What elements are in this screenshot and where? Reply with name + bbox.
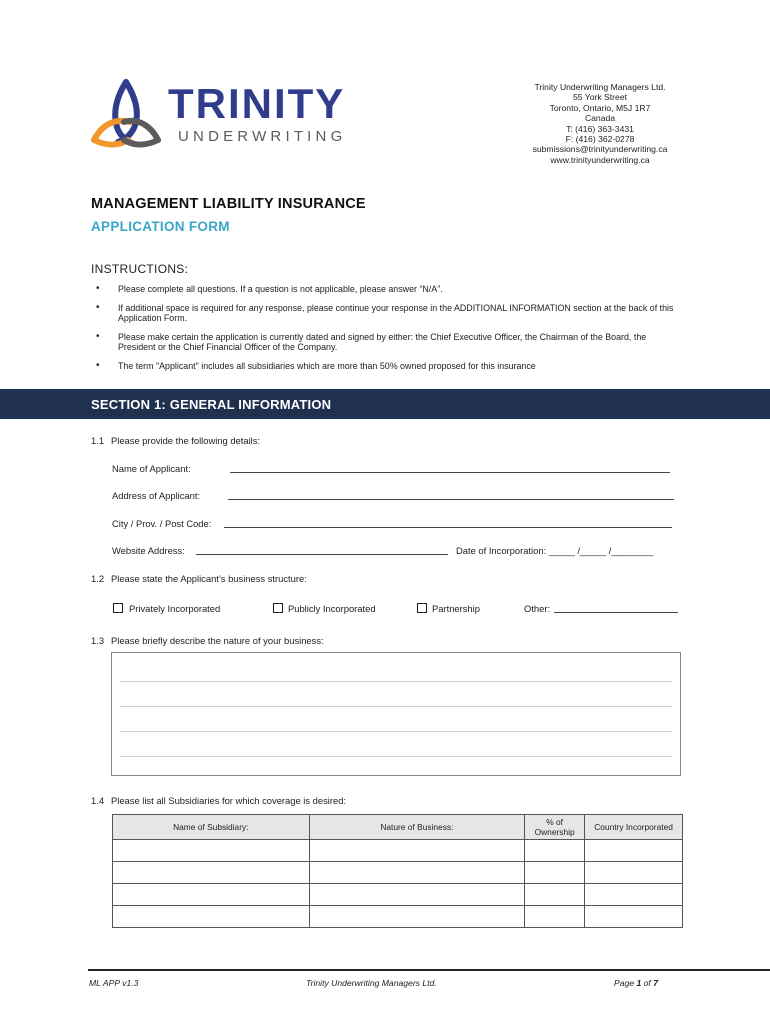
question-1-4 xyxy=(91,795,346,806)
writing-line xyxy=(120,706,672,707)
table-header-row xyxy=(113,815,683,840)
fax: F: (416) 362-0278 xyxy=(565,134,635,145)
partnership-checkbox[interactable] xyxy=(417,603,427,613)
other-structure-field[interactable] xyxy=(554,612,678,613)
website-address-field[interactable] xyxy=(196,554,448,555)
page-label: Page xyxy=(614,978,635,988)
table-row xyxy=(113,840,683,862)
city-line: Toronto, Ontario, M5J 1R7 xyxy=(549,102,651,113)
question-text: Please provide the following details: xyxy=(111,435,261,446)
privately-incorporated-label: Privately Incorporated xyxy=(129,603,221,614)
table-row xyxy=(113,862,683,884)
table-cell[interactable] xyxy=(309,906,525,928)
table-cell[interactable] xyxy=(113,906,310,928)
logo-wordmark-trinity: TRINITY xyxy=(168,80,346,127)
website-address-label: Website Address: xyxy=(112,545,185,556)
other-structure-label: Other: xyxy=(524,603,551,614)
table-cell[interactable] xyxy=(585,906,683,928)
table-cell[interactable] xyxy=(309,840,525,862)
table-row xyxy=(113,906,683,928)
business-description-textarea[interactable] xyxy=(111,652,681,776)
name-of-applicant-field[interactable] xyxy=(230,472,670,473)
writing-line xyxy=(120,681,672,682)
company-address-block xyxy=(520,82,680,165)
column-header-subsidiary-name: Name of Subsidiary: xyxy=(113,815,310,840)
instructions-heading: INSTRUCTIONS: xyxy=(91,262,189,276)
table-cell[interactable] xyxy=(113,884,310,906)
instructions-list xyxy=(96,284,676,379)
question-1-2 xyxy=(91,573,307,584)
footer-page-number xyxy=(614,978,658,988)
logo-wordmark-underwriting: UNDERWRITING xyxy=(178,128,347,145)
table-cell[interactable] xyxy=(309,862,525,884)
instruction-item: • Please complete all questions. If a question is not applicable, please answer “N/A”. xyxy=(96,284,676,295)
table-cell[interactable] xyxy=(525,906,585,928)
publicly-incorporated-checkbox[interactable] xyxy=(273,603,283,613)
writing-line xyxy=(120,731,672,732)
question-text: Please list all Subsidiaries for which coverage is desired: xyxy=(111,795,347,806)
trinity-knot-icon xyxy=(88,78,164,154)
question-number: 1.2 xyxy=(91,573,105,584)
email-link[interactable]: submissions@trinityunderwriting.ca xyxy=(532,144,668,155)
country: Canada xyxy=(584,113,616,124)
table-cell[interactable] xyxy=(525,862,585,884)
question-1-3 xyxy=(91,635,324,646)
page-of: of xyxy=(643,978,651,988)
section-title: SECTION 1: GENERAL INFORMATION xyxy=(91,397,332,412)
column-header-country: Country Incorporated xyxy=(585,815,683,840)
street-address: 55 York Street xyxy=(573,92,627,103)
table-cell[interactable] xyxy=(525,884,585,906)
date-of-incorporation-field[interactable]: _____ /_____ /________ xyxy=(548,545,654,556)
trinity-logo xyxy=(88,78,363,158)
instruction-item: • Please make certain the application is currently dated and signed by either: the Chief Executive Officer, the Chairman of the Board, the President or the Chief Financial Officer of the Company. xyxy=(96,332,676,353)
table-cell[interactable] xyxy=(113,862,310,884)
table-cell[interactable] xyxy=(585,884,683,906)
partnership-label: Partnership xyxy=(432,603,480,614)
address-of-applicant-field[interactable] xyxy=(228,499,674,500)
company-name: Trinity Underwriting Managers Ltd. xyxy=(534,82,666,92)
address-of-applicant-label: Address of Applicant: xyxy=(112,490,201,501)
question-1-1 xyxy=(91,435,260,446)
document-title: MANAGEMENT LIABILITY INSURANCE xyxy=(91,196,366,212)
table-cell[interactable] xyxy=(585,862,683,884)
footer-version: ML APP v1.3 xyxy=(89,978,139,988)
table-cell[interactable] xyxy=(309,884,525,906)
page-current: 1 xyxy=(636,978,642,988)
question-number: 1.3 xyxy=(91,635,105,646)
table-row xyxy=(113,884,683,906)
page-total: 7 xyxy=(653,978,658,988)
table-cell[interactable] xyxy=(113,840,310,862)
instruction-item: • The term "Applicant" includes all subsidiaries which are more than 50% owned proposed for this insurance xyxy=(96,361,676,372)
column-header-ownership: % of Ownership xyxy=(525,815,585,840)
question-text: Please briefly describe the nature of your business: xyxy=(111,635,324,646)
name-of-applicant-label: Name of Applicant: xyxy=(112,463,191,474)
question-number: 1.1 xyxy=(91,435,105,446)
writing-line xyxy=(120,756,672,757)
question-text: Please state the Applicant’s business structure: xyxy=(111,573,307,584)
table-cell[interactable] xyxy=(525,840,585,862)
document-subtitle: APPLICATION FORM xyxy=(91,219,230,234)
date-of-incorporation-label: Date of Incorporation: xyxy=(456,545,547,556)
footer-company: Trinity Underwriting Managers Ltd. xyxy=(306,978,437,988)
date-of-incorporation[interactable] xyxy=(456,545,653,556)
website-link[interactable]: www.trinityunderwriting.ca xyxy=(550,154,650,165)
telephone: T: (416) 363-3431 xyxy=(566,123,634,134)
city-prov-postcode-field[interactable] xyxy=(224,527,672,528)
question-number: 1.4 xyxy=(91,795,105,806)
footer-divider xyxy=(88,969,770,971)
privately-incorporated-checkbox[interactable] xyxy=(113,603,123,613)
city-prov-postcode-label: City / Prov. / Post Code: xyxy=(112,518,212,529)
subsidiaries-table xyxy=(112,814,683,928)
instruction-item: • If additional space is required for any response, please continue your response in the ADDITIONAL INFORMATION section at the back of this Application Form. xyxy=(96,303,676,324)
table-cell[interactable] xyxy=(585,840,683,862)
column-header-nature-of-business: Nature of Business: xyxy=(309,815,525,840)
publicly-incorporated-label: Publicly Incorporated xyxy=(288,603,376,614)
